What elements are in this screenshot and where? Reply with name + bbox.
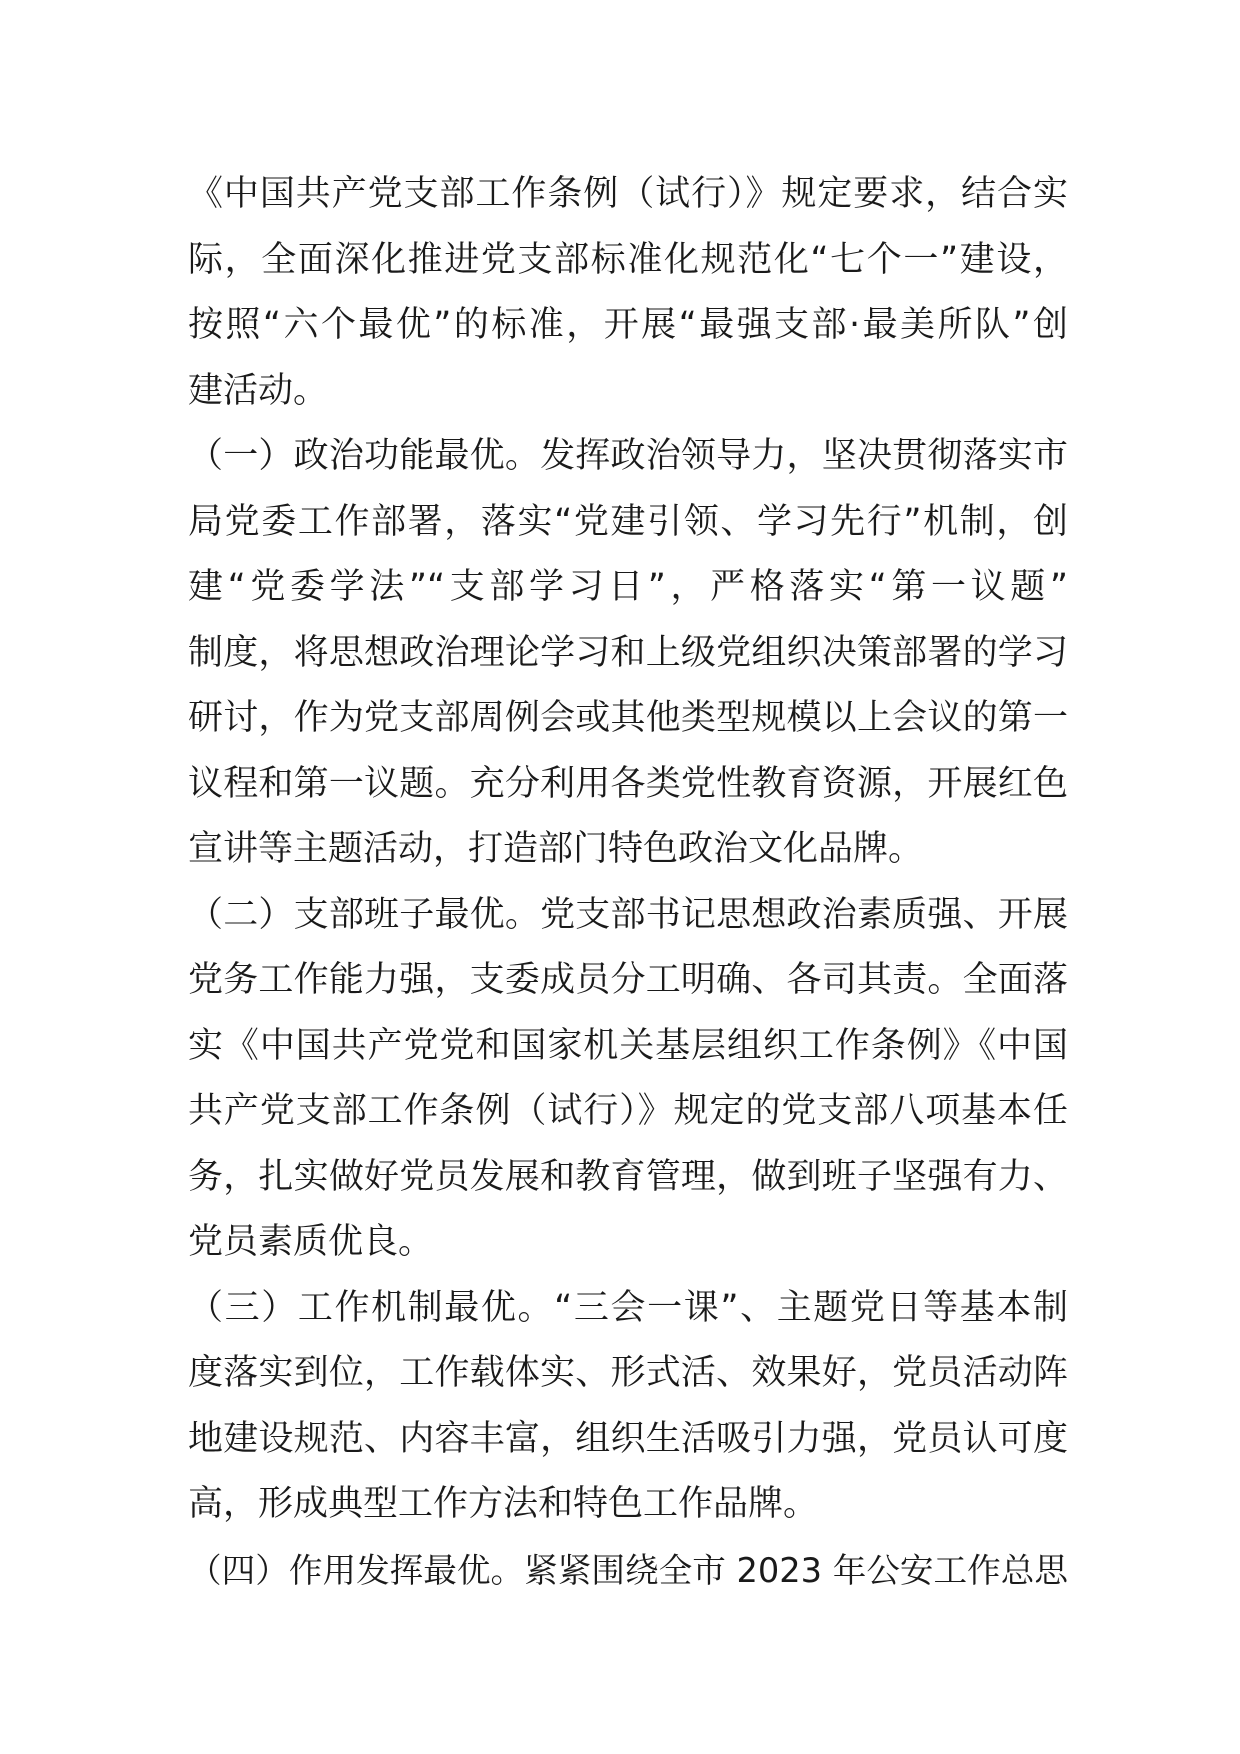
text-line: 制度，将思想政治理论学习和上级党组织决策部署的学习 [188, 632, 1068, 673]
text-line: 《中国共产党支部工作条例（试行）》规定要求，结合实 [188, 174, 1068, 214]
text-line: 际，全面深化推进党支部标准化规范化“七个一”建设， [188, 239, 1068, 280]
text-line: 度落实到位，工作载体实、形式活、效果好，党员活动阵 [188, 1353, 1068, 1393]
text-line: 高，形成典型工作方法和特色工作品牌。 [188, 1484, 819, 1524]
text-line: 务，扎实做好党员发展和教育管理，做到班子坚强有力、 [188, 1156, 1068, 1197]
text-line: （三）工作机制最优。“三会一课”、主题党日等基本制 [188, 1287, 1068, 1328]
text-line: 实《中国共产党党和国家机关基层组织工作条例》《中国 [188, 1025, 1068, 1066]
text-line: （二）支部班子最优。党支部书记思想政治素质强、开展 [188, 894, 1068, 935]
body-text [188, 162, 1068, 1603]
text-line: 宣讲等主题活动，打造部门特色政治文化品牌。 [188, 829, 924, 869]
text-line: 建活动。 [188, 370, 329, 411]
text-line: 地建设规范、内容丰富，组织生活吸引力强，党员认可度 [188, 1418, 1068, 1459]
text-line: 党员素质优良。 [188, 1222, 434, 1262]
text-line: （四）作用发挥最优。紧紧围绕全市 2023 年公安工作总思 [188, 1550, 1068, 1590]
text-line: （一）政治功能最优。发挥政治领导力，坚决贯彻落实市 [188, 436, 1068, 476]
text-line: 共产党支部工作条例（试行）》规定的党支部八项基本任 [188, 1091, 1068, 1131]
text-line: 党务工作能力强，支委成员分工明确、各司其责。全面落 [188, 960, 1068, 1000]
text-line: 议程和第一议题。充分利用各类党性教育资源，开展红色 [188, 763, 1068, 804]
text-line: 局党委工作部署，落实“党建引领、学习先行”机制，创 [188, 501, 1068, 542]
text-line: 研讨，作为党支部周例会或其他类型规模以上会议的第一 [188, 698, 1068, 738]
text-line: 建“党委学法”“支部学习日”，严格落实“第一议题” [188, 567, 1068, 607]
text-line: 按照“六个最优”的标准，开展“最强支部·最美所队”创 [188, 305, 1068, 345]
